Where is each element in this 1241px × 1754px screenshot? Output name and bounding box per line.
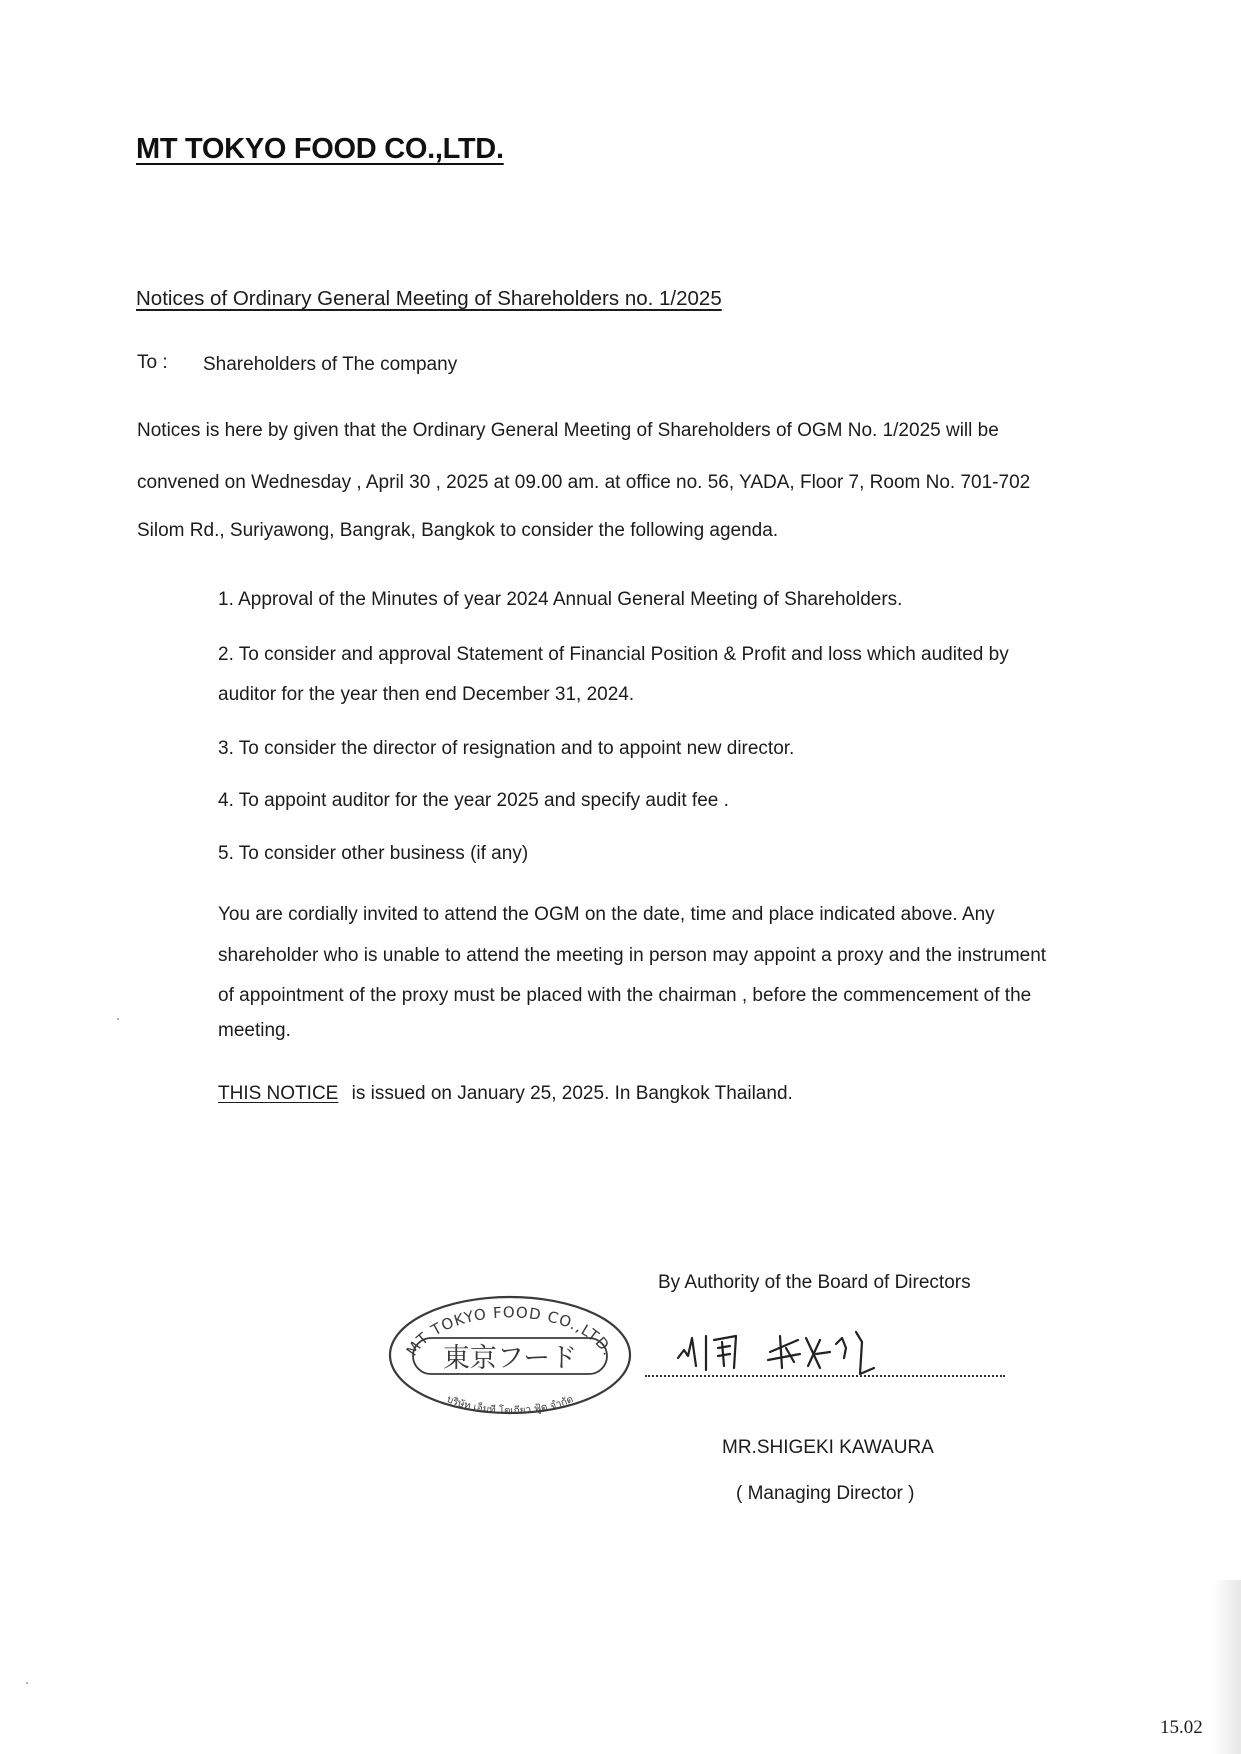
scan-speck [117,1018,119,1020]
agenda-item-3: 3. To consider the director of resignation and to appoint new director. [218,738,795,759]
signature-line [645,1375,1005,1377]
handwritten-signature [670,1318,930,1378]
intro-line: Notices is here by given that the Ordinary General Meeting of Shareholders of OGM No. 1/2025 will be [137,420,999,441]
closing-line: meeting. [218,1020,291,1041]
seal-center-text: 東京フード [442,1343,578,1374]
company-seal [385,1292,635,1417]
issued-label: THIS NOTICE [218,1083,339,1104]
agenda-item-1: 1. Approval of the Minutes of year 2024 Annual General Meeting of Shareholders. [218,589,903,610]
notice-title: Notices of Ordinary General Meeting of Shareholders no. 1/2025 [136,287,722,310]
signatory-role: ( Managing Director ) [736,1483,915,1504]
closing-line: You are cordially invited to attend the OGM on the date, time and place indicated above. Any [218,904,995,925]
agenda-item-4: 4. To appoint auditor for the year 2025 and specify audit fee . [218,790,729,811]
addressee-label: To : [137,352,168,373]
seal-top-text: MT TOKYO FOOD CO.,LTD. [402,1303,618,1360]
authority-line: By Authority of the Board of Directors [658,1272,971,1293]
company-name: MT TOKYO FOOD CO.,LTD. [136,133,504,165]
page-number: 15.02 [1160,1717,1203,1738]
issued-text: is issued on January 25, 2025. In Bangkok Thailand. [351,1083,793,1104]
seal-bottom-text: บริษัท เอ็มที โตเกียว ฟู้ด จำกัด [444,1394,576,1417]
closing-line: of appointment of the proxy must be placed with the chairman , before the commencement of the [218,985,1032,1006]
agenda-item-2: 2. To consider and approval Statement of Financial Position & Profit and loss which audited by [218,644,1009,665]
intro-line: Silom Rd., Suriyawong, Bangrak, Bangkok to consider the following agenda. [137,520,779,541]
intro-line: convened on Wednesday , April 30 , 2025 at 09.00 am. at office no. 56, YADA, Floor 7, Room No. 701-702 [137,472,1031,493]
signatory-name: MR.SHIGEKI KAWAURA [722,1437,934,1458]
agenda-item-5: 5. To consider other business (if any) [218,843,529,864]
agenda-item-2-cont: auditor for the year then end December 31, 2024. [218,684,635,705]
addressee-value: Shareholders of The company [203,354,458,375]
scan-shadow [1213,1580,1241,1754]
scan-speck [26,1682,28,1684]
issued-line [218,1083,793,1105]
closing-line: shareholder who is unable to attend the meeting in person may appoint a proxy and the instrument [218,945,1047,966]
